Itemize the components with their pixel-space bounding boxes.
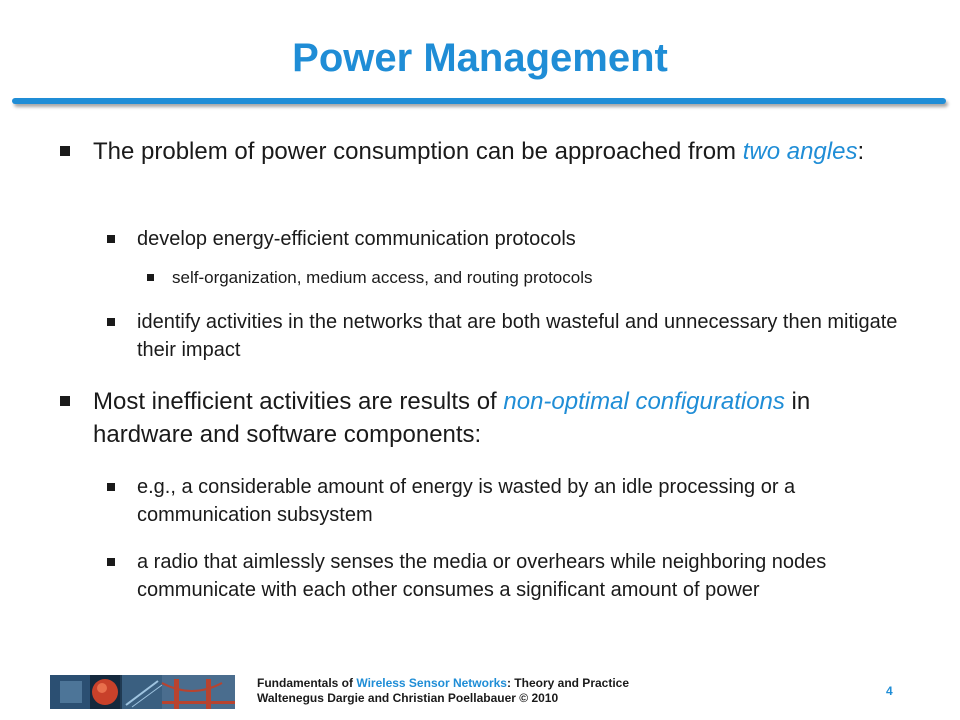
bullet-text: The problem of power consumption can be approached from two angles: [93, 138, 865, 165]
bullet-level2 [107, 473, 907, 529]
square-bullet-icon [107, 558, 115, 566]
footer-citation [257, 676, 629, 706]
bullet-text: develop energy-efficient communication protocols [137, 228, 576, 250]
square-bullet-icon [60, 396, 70, 406]
square-bullet-icon [107, 483, 115, 491]
square-bullet-icon [107, 318, 115, 326]
bullet-level2 [107, 308, 907, 364]
title-underline [12, 98, 946, 104]
square-bullet-icon [147, 274, 154, 281]
bullet-text: e.g., a considerable amount of energy is wasted by an idle processing or a communication subsystem [137, 476, 796, 526]
slide-footer [0, 675, 960, 709]
bullet-level3 [147, 266, 907, 290]
bullet-level2 [107, 548, 907, 604]
footer-banner-image [50, 675, 235, 709]
bullet-level1 [60, 385, 890, 451]
footer-line-1: Fundamentals of Wireless Sensor Networks: Theory and Practice [257, 676, 630, 690]
square-bullet-icon [60, 146, 70, 156]
bullet-text: self-organization, medium access, and routing protocols [172, 268, 593, 287]
slide-title: Power Management [292, 36, 668, 80]
page-number: 4 [886, 684, 893, 698]
bullet-level1 [60, 135, 890, 168]
bullet-text: identify activities in the networks that are both wasteful and unnecessary then mitigate their impact [137, 311, 898, 361]
footer-line-2: Waltenegus Dargie and Christian Poellabauer © 2010 [257, 691, 559, 705]
bullet-text: Most inefficient activities are results of non-optimal configurations in hardware and software components: [93, 388, 811, 448]
bullet-level2 [107, 225, 907, 253]
bullet-text: a radio that aimlessly senses the media or overhears while neighboring nodes communicate with each other consumes a significant amount of power [137, 551, 827, 601]
square-bullet-icon [107, 235, 115, 243]
